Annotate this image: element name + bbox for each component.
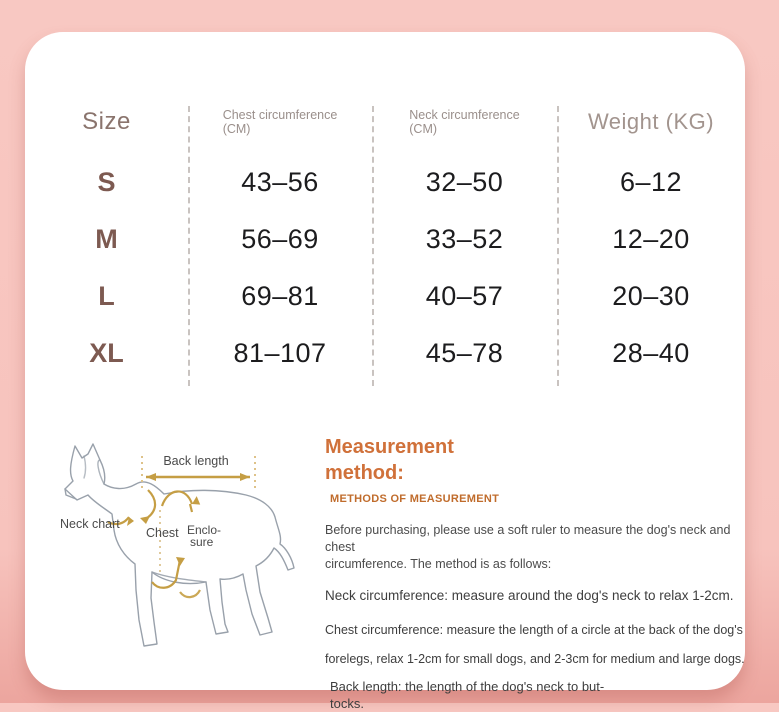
back-length-label: Back length [163, 454, 229, 468]
size-label: S [97, 167, 116, 197]
chest-value: 43–56 [241, 167, 319, 197]
column-header-neck-line1: Neck circumference [409, 108, 520, 122]
column-header-chest-line1: Chest circumference [222, 108, 338, 122]
chest-label: Chest [146, 526, 179, 540]
table-row-xl [25, 325, 745, 382]
chest-value: 69–81 [241, 281, 319, 311]
neck-value: 45–78 [425, 338, 504, 368]
table-row-l [25, 268, 745, 325]
chest-instruction-line1: Chest circumference: measure the length of a circle at the back of the dog's [325, 623, 743, 637]
neck-instruction: Neck circumference: measure around the dog's neck to relax 1-2cm. [325, 588, 734, 603]
dog-outline-icon [65, 444, 294, 646]
column-header-neck-line2: (CM) [409, 122, 438, 136]
intro-line1: Before purchasing, please use a soft ruler to measure the dog's neck and chest [325, 523, 731, 554]
neck-chart-label: Neck chart [60, 517, 120, 531]
chest-instruction-line2: forelegs, relax 1-2cm for small dogs, and 2-3cm for medium and large dogs. [325, 652, 745, 666]
size-table-header [25, 90, 745, 154]
size-guide-card [25, 32, 745, 711]
weight-value: 20–30 [612, 281, 690, 311]
measurement-method-title [325, 434, 745, 486]
chest-value: 56–69 [241, 224, 319, 254]
size-label: M [95, 224, 118, 254]
weight-value: 28–40 [612, 338, 690, 368]
chest-value: 81–107 [233, 338, 327, 368]
chest-instruction [325, 616, 745, 674]
size-label: L [98, 281, 115, 311]
size-label: XL [89, 338, 124, 368]
intro-paragraph [325, 522, 745, 573]
neck-value: 40–57 [425, 281, 504, 311]
table-row-m [25, 211, 745, 268]
column-header-neck [372, 108, 557, 136]
column-header-weight: Weight (KG) [587, 109, 715, 134]
dog-measurement-diagram [50, 432, 330, 700]
column-header-size: Size [82, 108, 131, 135]
weight-value: 6–12 [619, 167, 683, 197]
table-column-divider [372, 106, 374, 386]
measurement-annotations [108, 456, 255, 597]
column-header-chest [188, 108, 372, 136]
back-length-instruction-line1: Back length: the length of the dog's neck to but- [330, 679, 605, 694]
back-length-instruction [330, 678, 745, 712]
neck-value: 32–50 [425, 167, 504, 197]
weight-value: 12–20 [612, 224, 690, 254]
neck-value: 33–52 [425, 224, 504, 254]
enclosure-label-line2: sure [190, 535, 214, 549]
size-table [25, 90, 745, 382]
enclosure-label-line1: Enclo- [187, 523, 222, 537]
measurement-method-section [325, 434, 745, 712]
back-length-instruction-line2: tocks. [330, 696, 364, 711]
measurement-method-title-line1: Measurement [325, 436, 454, 458]
table-column-divider [188, 106, 190, 386]
measurement-method-title-line2: method: [325, 462, 404, 484]
measurement-method-subtitle: METHODS OF MEASUREMENT [330, 493, 500, 505]
table-column-divider [557, 106, 559, 386]
table-row-s [25, 154, 745, 211]
column-header-chest-line2: (CM) [222, 122, 251, 136]
intro-line2: circumference. The method is as follows: [325, 557, 552, 571]
